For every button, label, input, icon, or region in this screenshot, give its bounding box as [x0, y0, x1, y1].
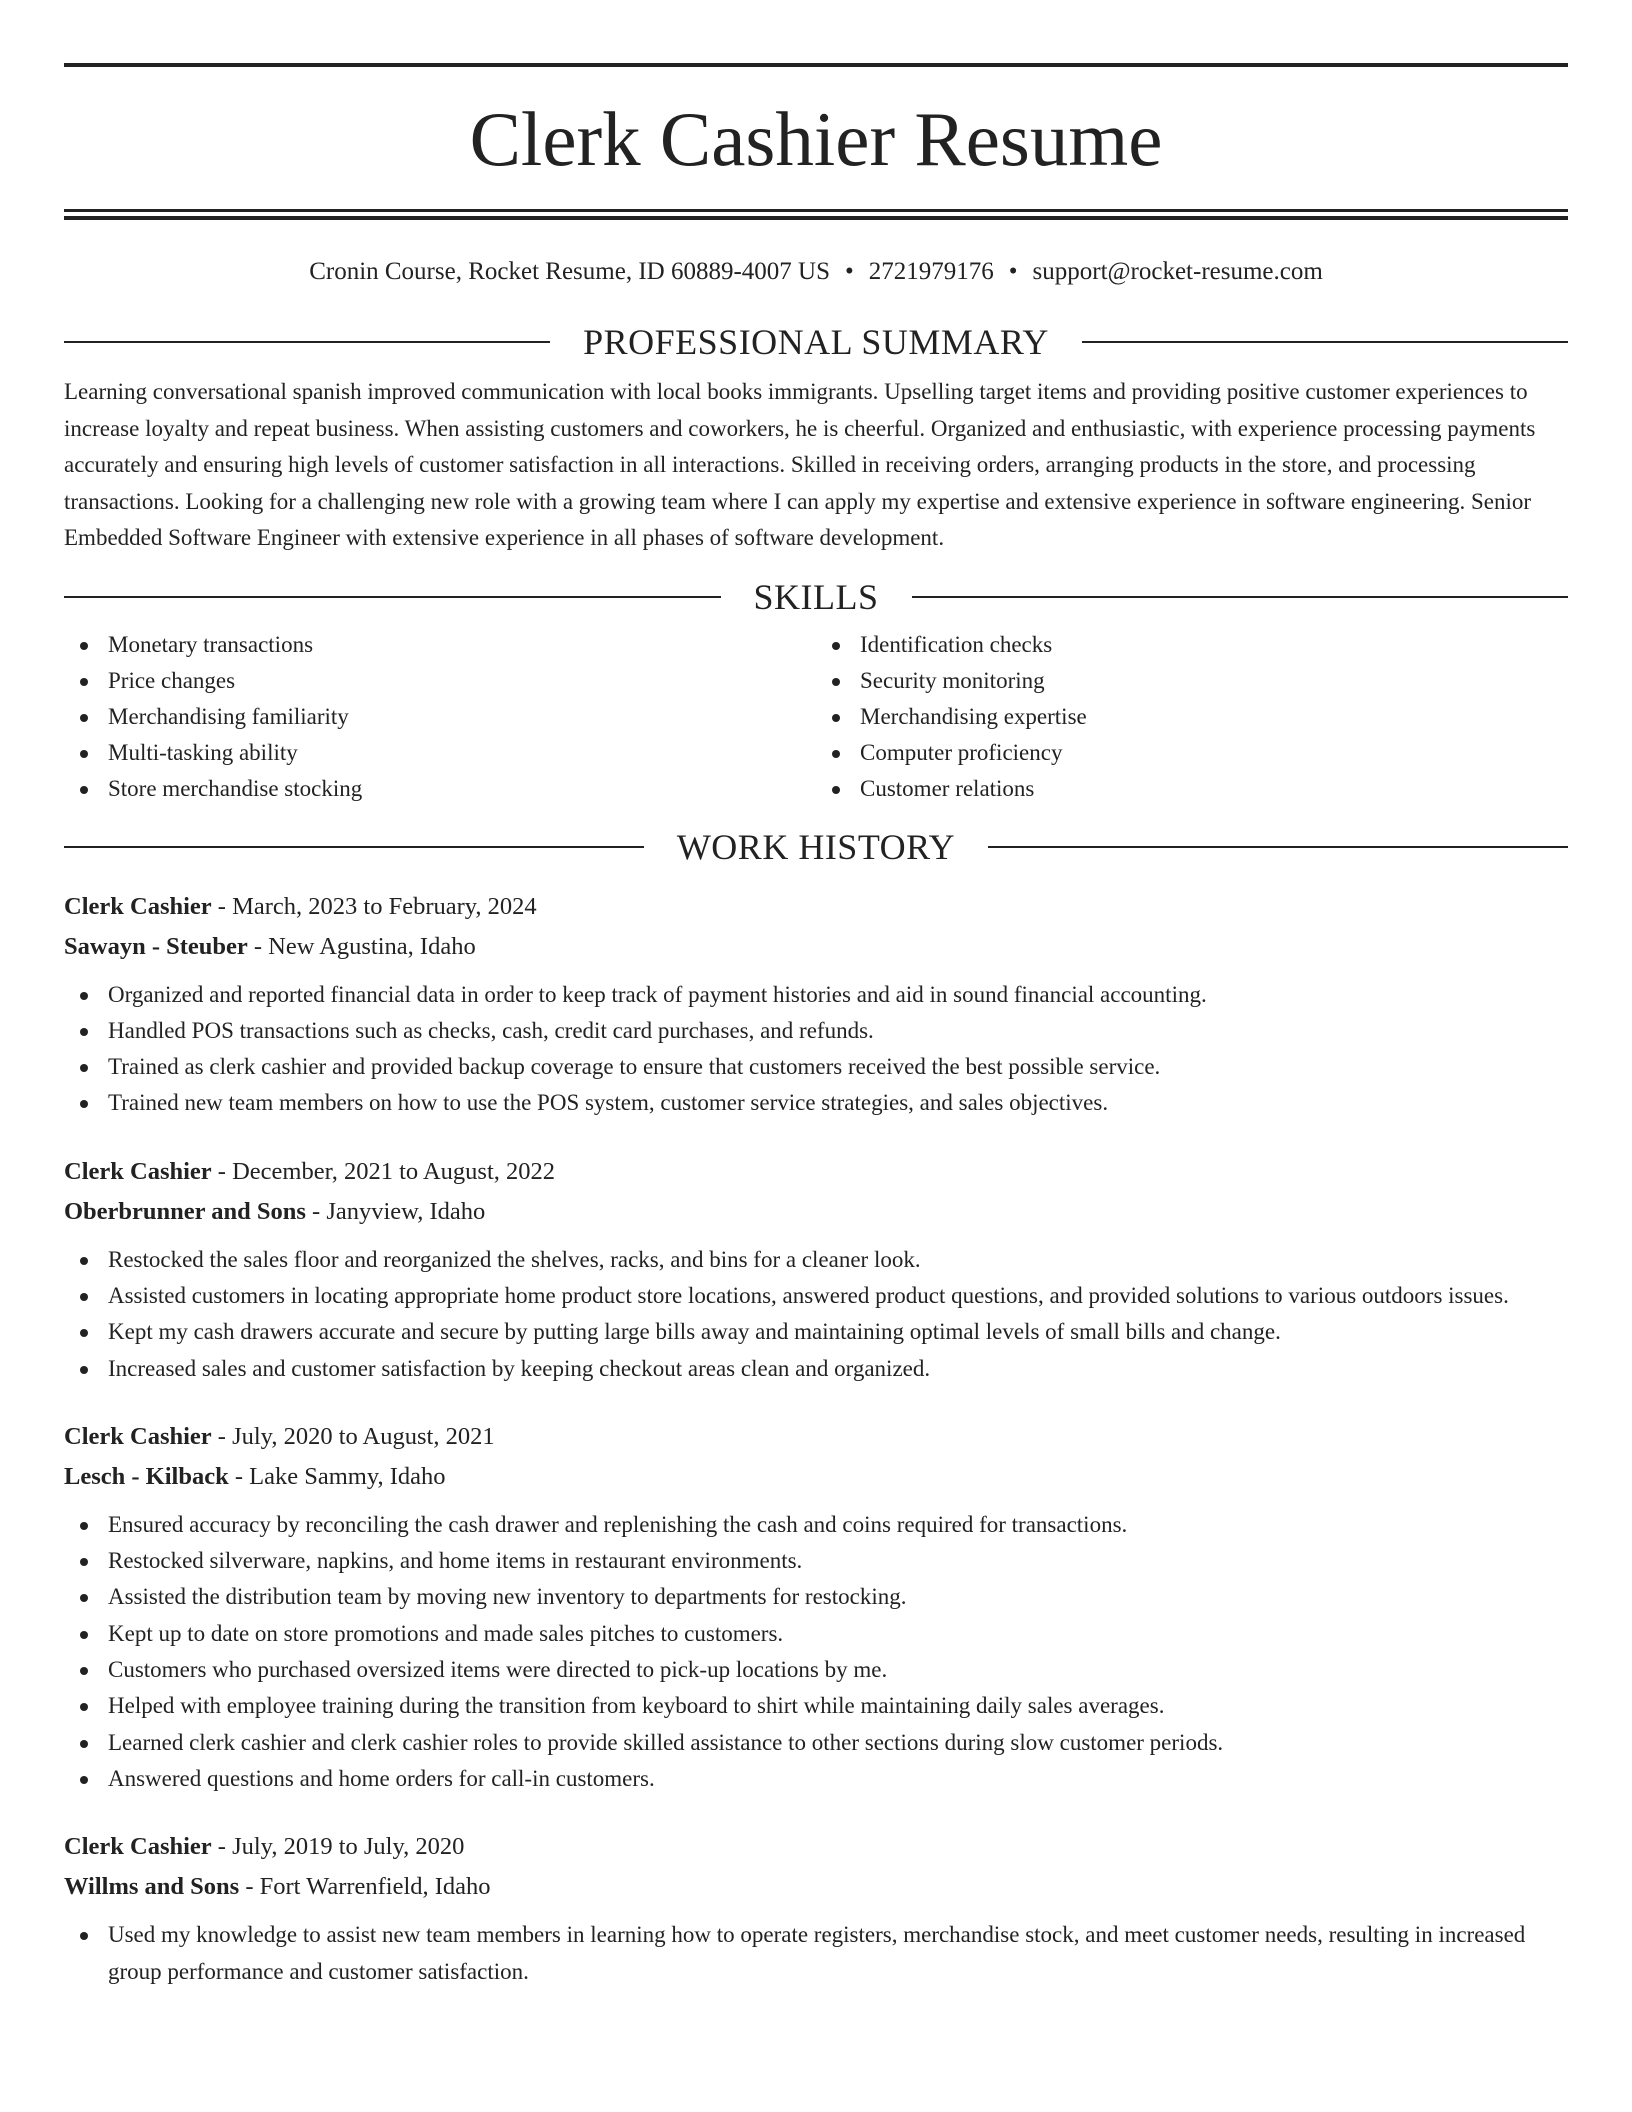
- job-bullet: Kept up to date on store promotions and made sales pitches to customers.: [64, 1616, 1568, 1652]
- job-entry: [64, 1827, 1568, 1990]
- contact-separator: •: [1008, 258, 1018, 285]
- skill-item: Multi-tasking ability: [64, 735, 816, 771]
- heading-rule: [988, 846, 1568, 848]
- summary-heading: [64, 322, 1568, 362]
- job-location: - Lake Sammy, Idaho: [228, 1462, 446, 1490]
- job-bullet: Assisted the distribution team by moving new inventory to departments for restocking.: [64, 1579, 1568, 1615]
- heading-rule: [912, 596, 1569, 598]
- job-company-line: [64, 1867, 1568, 1907]
- job-title-line: [64, 1152, 1568, 1192]
- job-location: - New Agustina, Idaho: [247, 932, 476, 960]
- job-bullet: Restocked the sales floor and reorganized the shelves, racks, and bins for a cleaner look.: [64, 1242, 1568, 1278]
- job-title: Clerk Cashier: [64, 892, 212, 920]
- work-title: WORK HISTORY: [676, 826, 956, 867]
- job-company-line: [64, 927, 1568, 967]
- skill-item: Merchandising familiarity: [64, 699, 816, 735]
- job-bullet: Trained new team members on how to use the POS system, customer service strategies, and sales objectives.: [64, 1085, 1568, 1121]
- job-dates: - July, 2020 to August, 2021: [211, 1422, 495, 1450]
- contact-phone: 2721979176: [868, 258, 994, 285]
- job-entry: [64, 887, 1568, 1122]
- summary-title: PROFESSIONAL SUMMARY: [583, 322, 1049, 362]
- skills-title: SKILLS: [753, 576, 879, 617]
- job-bullets: [64, 977, 1568, 1122]
- job-dates: - July, 2019 to July, 2020: [211, 1833, 465, 1861]
- summary-text: Learning conversational spanish improved communication with local books immigrants. Upselling target items and providing positive customer experiences to increase loyalty and repeat business. When assisting customers and coworkers, he is cheerful. Organized and enthusiastic, with experience processing payments accurately and ensuring high levels of customer satisfaction in all interactions. Skilled in receiving orders, arranging products in the store, and processing transactions. Looking for a challenging new role with a growing team where I can apply my expertise and extensive experience in software engineering. Senior Embedded Software Engineer with extensive experience in all phases of software development.: [64, 379, 1536, 550]
- job-company: Oberbrunner and Sons: [64, 1197, 306, 1225]
- skill-item: Security monitoring: [816, 663, 1568, 699]
- skill-item: Store merchandise stocking: [64, 771, 816, 807]
- skills-list: [64, 627, 1568, 807]
- job-bullet: Restocked silverware, napkins, and home items in restaurant environments.: [64, 1543, 1568, 1579]
- job-dates: - March, 2023 to February, 2024: [211, 892, 537, 920]
- heading-rule: [64, 596, 721, 598]
- title-double-rule: [64, 209, 1568, 220]
- job-title: Clerk Cashier: [64, 1422, 212, 1450]
- job-location: - Janyview, Idaho: [305, 1197, 486, 1225]
- job-company-line: [64, 1457, 1568, 1497]
- work-heading: [64, 827, 1568, 867]
- job-entry: [64, 1152, 1568, 1387]
- skill-item: Monetary transactions: [64, 627, 816, 663]
- job-bullets: [64, 1917, 1568, 1990]
- work-history-list: [64, 887, 1568, 1990]
- job-bullet: Answered questions and home orders for call-in customers.: [64, 1761, 1568, 1797]
- contact-email: support@rocket-resume.com: [1032, 258, 1323, 285]
- contact-address: Cronin Course, Rocket Resume, ID 60889-4007 US: [309, 258, 830, 285]
- job-entry: [64, 1417, 1568, 1797]
- contact-line: [64, 258, 1568, 286]
- skills-heading: [64, 577, 1568, 617]
- job-bullet: Assisted customers in locating appropriate home product store locations, answered product questions, and provided solutions to various outdoors issues.: [64, 1278, 1568, 1314]
- job-bullet: Used my knowledge to assist new team members in learning how to operate registers, merchandise stock, and meet customer needs, resulting in increased group performance and customer satisfaction.: [64, 1917, 1568, 1990]
- job-title-line: [64, 1827, 1568, 1867]
- job-title-line: [64, 887, 1568, 927]
- skills-column-left: [64, 627, 816, 807]
- job-company: Lesch - Kilback: [64, 1462, 229, 1490]
- skill-item: Identification checks: [816, 627, 1568, 663]
- resume-title: Clerk Cashier Resume: [469, 96, 1163, 182]
- skill-item: Customer relations: [816, 771, 1568, 807]
- job-bullet: Trained as clerk cashier and provided backup coverage to ensure that customers received the best possible service.: [64, 1049, 1568, 1085]
- job-bullet: Learned clerk cashier and clerk cashier roles to provide skilled assistance to other sections during slow customer periods.: [64, 1725, 1568, 1761]
- job-bullets: [64, 1507, 1568, 1797]
- heading-rule: [1082, 341, 1568, 343]
- job-company: Willms and Sons: [64, 1873, 240, 1901]
- skills-column-right: [816, 627, 1568, 807]
- heading-rule: [64, 846, 644, 848]
- job-bullet: Ensured accuracy by reconciling the cash drawer and replenishing the cash and coins required for transactions.: [64, 1507, 1568, 1543]
- job-bullet: Increased sales and customer satisfaction by keeping checkout areas clean and organized.: [64, 1351, 1568, 1387]
- heading-rule: [64, 341, 550, 343]
- job-bullets: [64, 1242, 1568, 1387]
- job-title: Clerk Cashier: [64, 1157, 212, 1185]
- job-bullet: Helped with employee training during the transition from keyboard to shirt while maintaining daily sales averages.: [64, 1688, 1568, 1724]
- job-company-line: [64, 1192, 1568, 1232]
- skill-item: Price changes: [64, 663, 816, 699]
- top-rule: [64, 63, 1568, 67]
- contact-separator: •: [844, 258, 854, 285]
- job-bullet: Handled POS transactions such as checks, cash, credit card purchases, and refunds.: [64, 1013, 1568, 1049]
- job-bullet: Kept my cash drawers accurate and secure by putting large bills away and maintaining optimal levels of small bills and change.: [64, 1314, 1568, 1350]
- skill-item: Computer proficiency: [816, 735, 1568, 771]
- skill-item: Merchandising expertise: [816, 699, 1568, 735]
- job-title: Clerk Cashier: [64, 1833, 212, 1861]
- job-dates: - December, 2021 to August, 2022: [211, 1157, 555, 1185]
- job-location: - Fort Warrenfield, Idaho: [239, 1873, 491, 1901]
- job-bullet: Organized and reported financial data in order to keep track of payment histories and aid in sound financial accounting.: [64, 977, 1568, 1013]
- job-title-line: [64, 1417, 1568, 1457]
- job-company: Sawayn - Steuber: [64, 932, 248, 960]
- job-bullet: Customers who purchased oversized items were directed to pick-up locations by me.: [64, 1652, 1568, 1688]
